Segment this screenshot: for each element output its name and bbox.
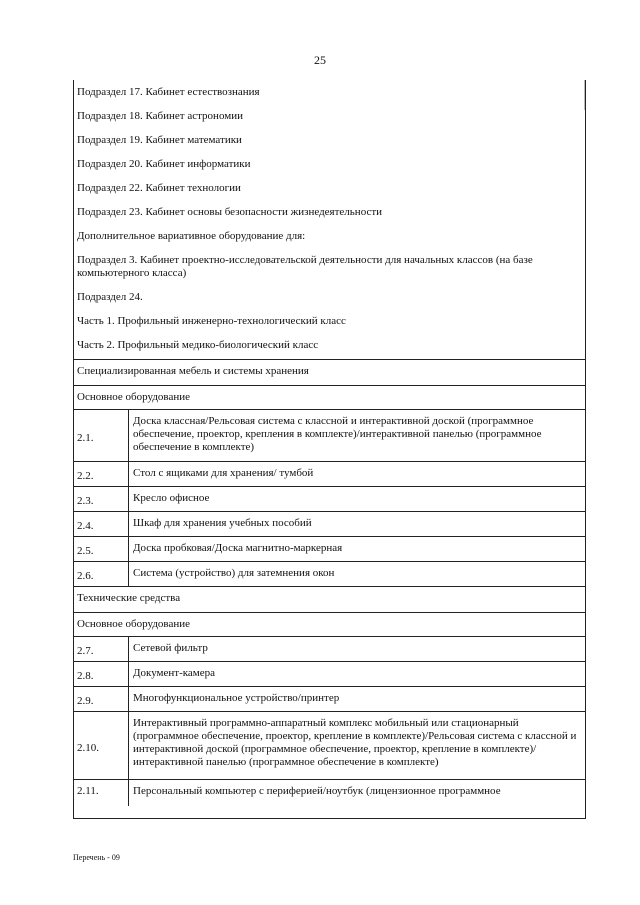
item-number: 2.1. xyxy=(74,410,129,461)
table-row xyxy=(74,461,585,486)
page-number: 25 xyxy=(314,53,326,67)
intro-block xyxy=(74,80,585,352)
item-text: Доска пробковая/Доска магнитно-маркерная xyxy=(133,542,343,554)
intro-line: Подраздел 17. Кабинет естествознания xyxy=(77,86,260,98)
item-text: Многофункциональное устройство/принтер xyxy=(133,692,340,704)
equipment-table xyxy=(73,80,586,819)
item-text: Стол с ящиками для хранения/ тумбой xyxy=(133,467,314,479)
item-text: Доска классная/Рельсовая система с классной и интерактивной доской (программное обеспечение, проектор, крепления в комплекте)/интерактивной панелью (программное обеспечение в комплекте) xyxy=(133,415,542,453)
section-title-row xyxy=(74,586,585,612)
item-number: 2.8. xyxy=(74,662,129,686)
table-row xyxy=(74,711,585,779)
intro-line: Часть 2. Профильный медико-биологический класс xyxy=(77,339,319,351)
table-row xyxy=(74,636,585,661)
table-row xyxy=(74,686,585,711)
table-row xyxy=(74,779,585,806)
section-subtitle-row xyxy=(74,385,585,409)
intro-line: Подраздел 24. xyxy=(77,291,143,303)
section-title: Специализированная мебель и системы хранения xyxy=(77,365,309,377)
intro-line: Дополнительное вариативное оборудование для: xyxy=(77,230,306,242)
item-number: 2.2. xyxy=(74,462,129,486)
intro-line: Часть 1. Профильный инженерно-технологический класс xyxy=(77,315,346,327)
item-text: Документ-камера xyxy=(133,667,216,679)
section-title: Технические средства xyxy=(77,592,181,604)
footer-label: Перечень - 09 xyxy=(73,853,120,862)
intro-line: Подраздел 22. Кабинет технологии xyxy=(77,182,241,194)
section-title-row xyxy=(74,359,585,385)
item-text: Шкаф для хранения учебных пособий xyxy=(133,517,312,529)
intro-line: Подраздел 20. Кабинет информатики xyxy=(77,158,251,170)
section-subtitle: Основное оборудование xyxy=(77,391,191,403)
intro-line: Подраздел 19. Кабинет математики xyxy=(77,134,242,146)
section-subtitle: Основное оборудование xyxy=(77,618,191,630)
table-row xyxy=(74,409,585,461)
item-number: 2.11. xyxy=(74,780,129,806)
table-row xyxy=(74,561,585,586)
item-number: 2.3. xyxy=(74,487,129,511)
table-row xyxy=(74,536,585,561)
table-row xyxy=(74,661,585,686)
item-text: Персональный компьютер с периферией/ноутбук (лицензионное программное xyxy=(133,785,501,797)
item-number: 2.7. xyxy=(74,637,129,661)
item-number: 2.5. xyxy=(74,537,129,561)
item-text: Система (устройство) для затемнения окон xyxy=(133,567,335,579)
item-text: Кресло офисное xyxy=(133,492,210,504)
intro-line: Подраздел 18. Кабинет астрономии xyxy=(77,110,243,122)
item-number: 2.9. xyxy=(74,687,129,711)
item-number: 2.4. xyxy=(74,512,129,536)
intro-line: Подраздел 23. Кабинет основы безопасности жизнедеятельности xyxy=(77,206,383,218)
intro-line: Подраздел 3. Кабинет проектно-исследовательской деятельности для начальных классов (на базе компьютерного класса) xyxy=(77,254,533,279)
table-row xyxy=(74,511,585,536)
item-text: Сетевой фильтр xyxy=(133,642,208,654)
section-subtitle-row xyxy=(74,612,585,636)
item-text: Интерактивный программно-аппаратный комплекс мобильный или стационарный (программное обеспечение, проектор, крепление в комплекте)/Рельсовая система с классной и интерактивной доской (программное обеспечение, проектор, крепление в комплекте)/интерактивной панелью (программное обеспечение в комплекте) xyxy=(133,717,577,768)
item-number: 2.6. xyxy=(74,562,129,586)
table-row xyxy=(74,486,585,511)
item-number: 2.10. xyxy=(74,712,129,779)
